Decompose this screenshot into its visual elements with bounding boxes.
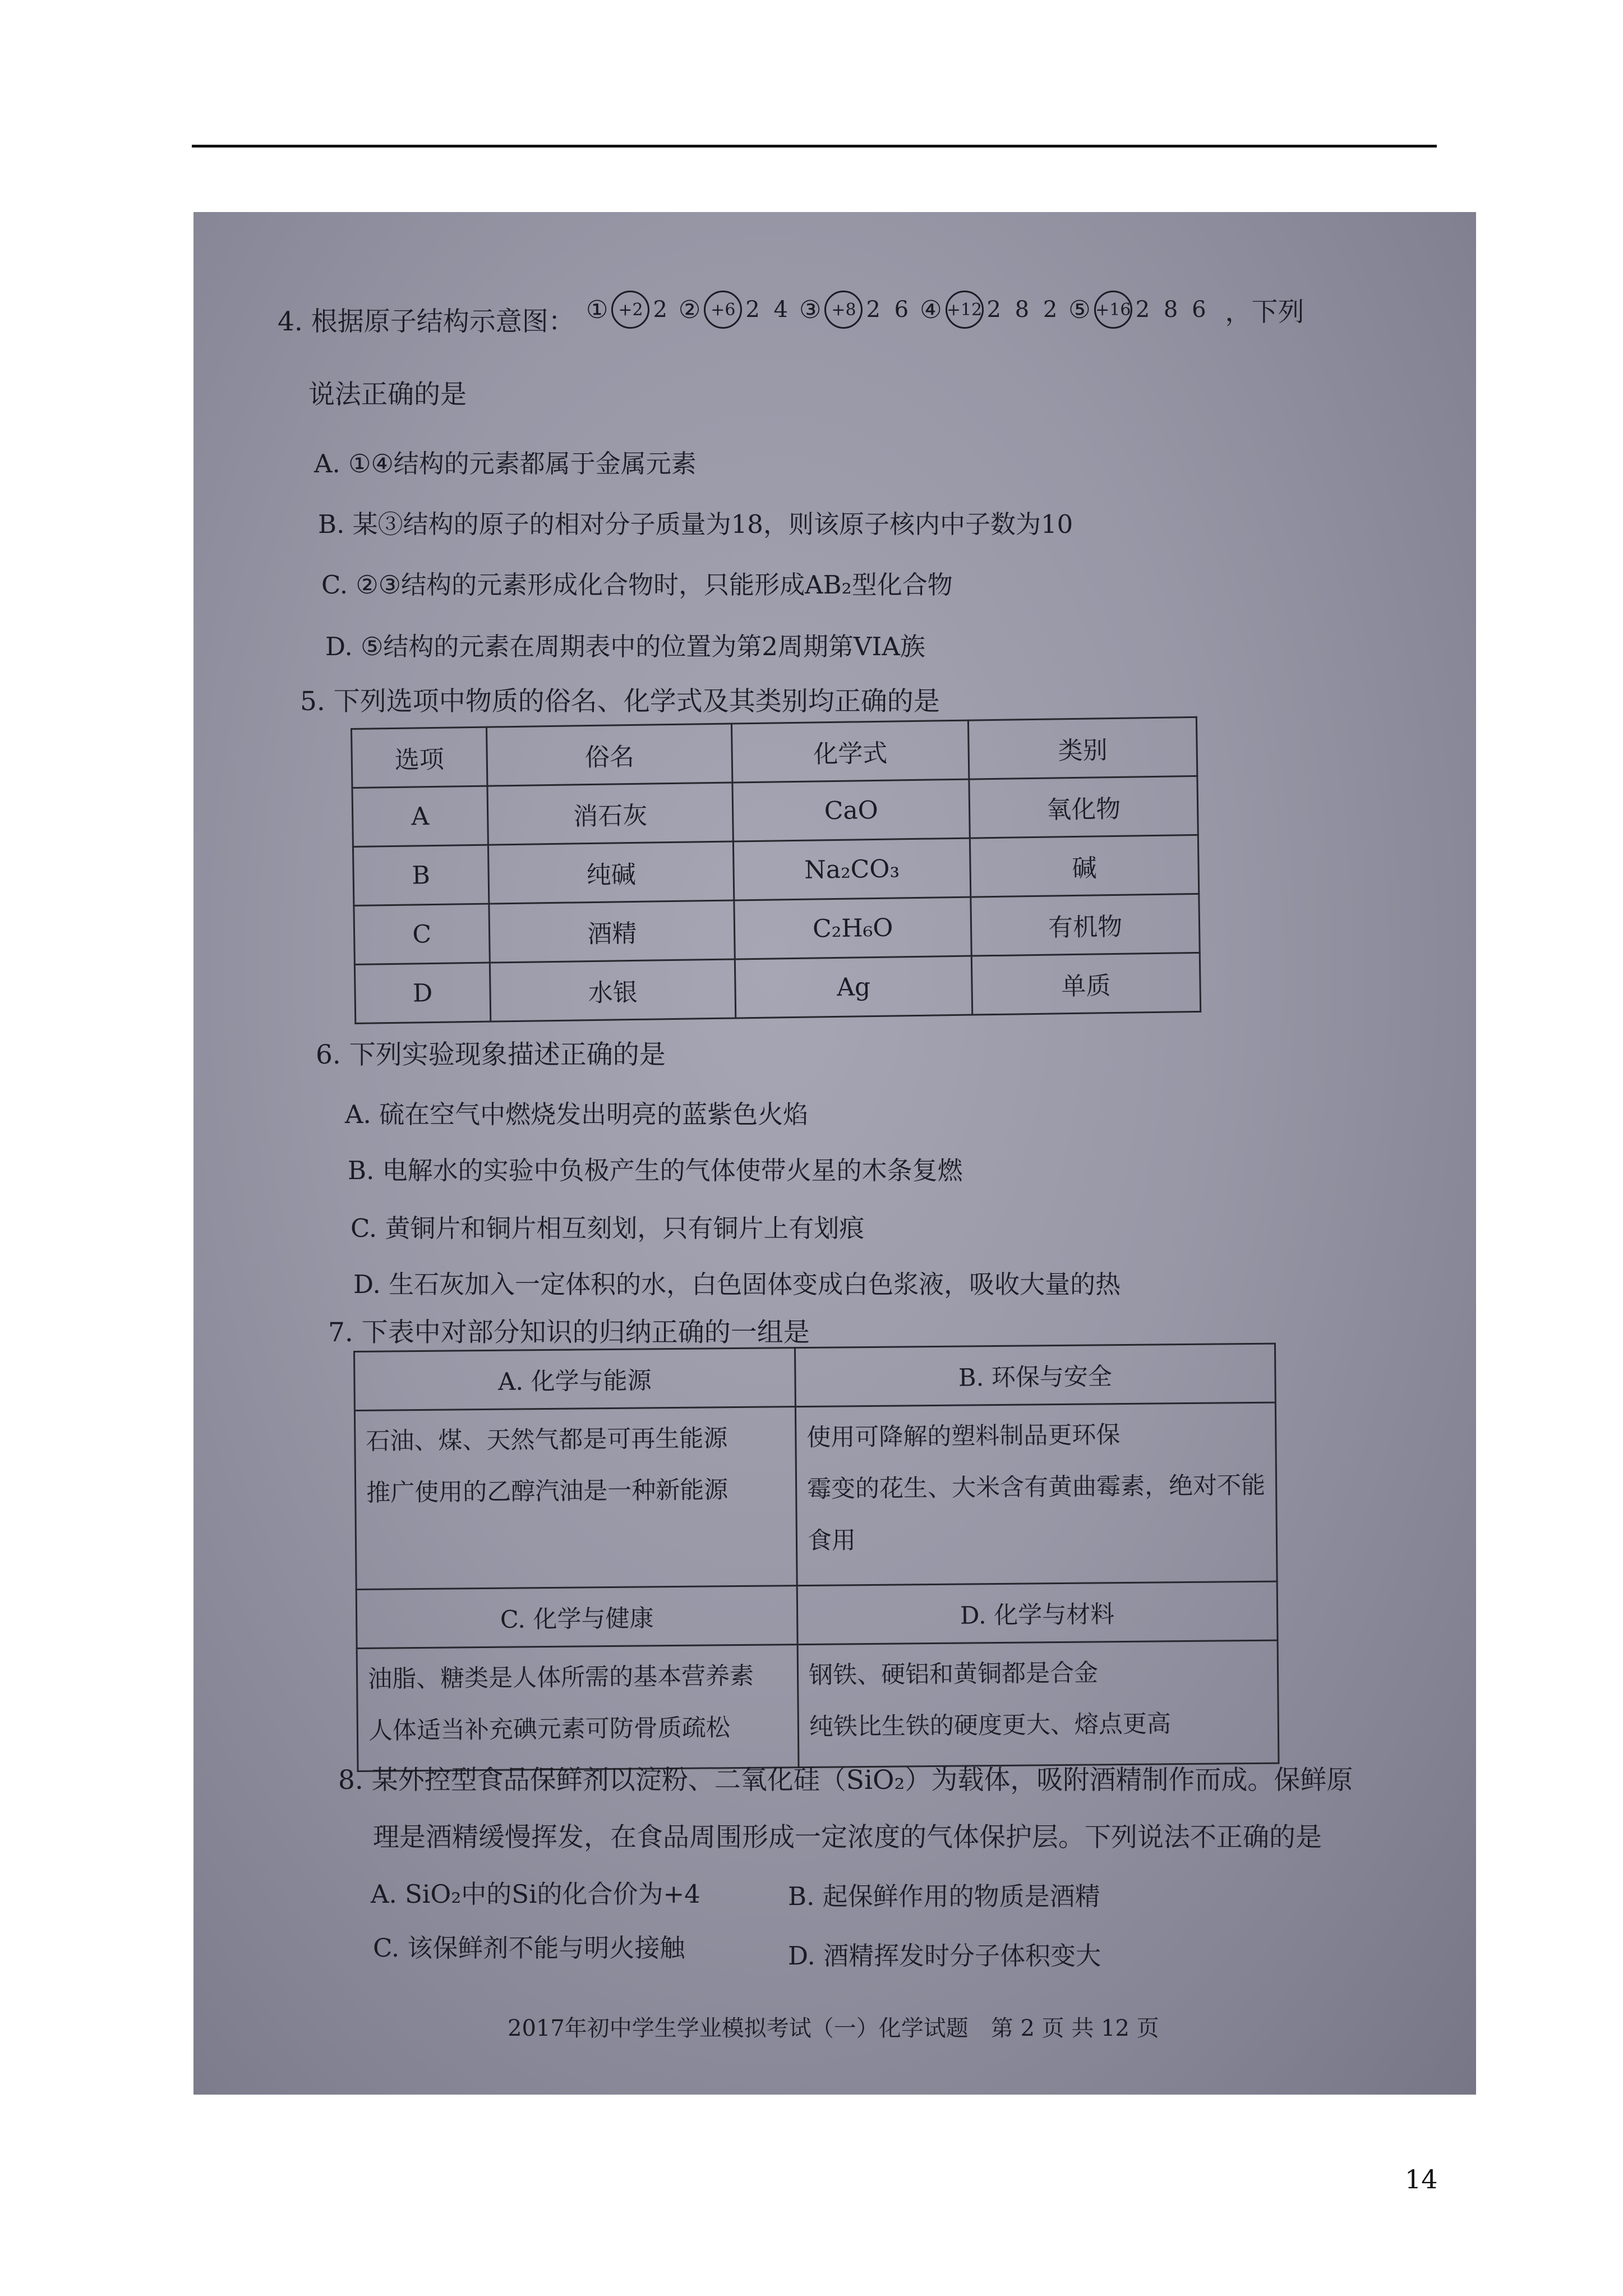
scanned-exam-photo (193, 212, 1476, 2095)
table-header-row (352, 717, 1197, 788)
q6-option-a: A. 硫在空气中燃烧发出明亮的蓝紫色火焰 (345, 1099, 809, 1129)
table-header-cell: 选项 (352, 727, 488, 788)
atom-3-shells: 2 6 (866, 297, 912, 323)
atom-2-nucleus: +6 (704, 291, 742, 329)
q4-option-d: D. ⑤结构的元素在周期表中的位置为第2周期第VIA族 (325, 632, 925, 661)
atom-2 (679, 291, 791, 329)
q7-cell-c-line: 人体适当补充碘元素可防骨质疏松 (368, 1714, 731, 1745)
q7-cell-a-line: 石油、煤、天然气都是可再生能源 (366, 1424, 728, 1456)
atom-3-number: ③ (799, 295, 822, 324)
table-row (354, 953, 1200, 1023)
atom-4-number: ④ (920, 295, 942, 324)
table-cell: 纯碱 (488, 841, 734, 904)
q8-option-b: B. 起保鲜作用的物质是酒精 (788, 1881, 1100, 1911)
q4-option-a: A. ①④结构的元素都属于金属元素 (314, 449, 697, 478)
table-row (354, 1402, 1277, 1589)
atom-1-shells: 2 (653, 297, 671, 323)
atom-1-number: ① (586, 295, 608, 324)
q4-stem-line2: 说法正确的是 (308, 379, 467, 410)
table-row (356, 1581, 1278, 1648)
atom-3-nucleus: +8 (824, 291, 863, 329)
q7-cell-a-title: A. 化学与能源 (354, 1348, 796, 1411)
table-header-cell: 俗名 (487, 724, 732, 786)
atom-5-nucleus: +16 (1094, 291, 1132, 329)
table-header-cell: 类别 (968, 717, 1197, 779)
q7-cell-a-line: 推广使用的乙醇汽油是一种新能源 (366, 1476, 728, 1507)
q6-option-b: B. 电解水的实验中负极产生的气体使带火星的木条复燃 (348, 1156, 963, 1185)
atom-1 (586, 291, 671, 329)
table-row (354, 894, 1200, 964)
table-cell: 有机物 (971, 894, 1200, 956)
q7-cell-d-body (797, 1640, 1279, 1767)
top-rule (192, 145, 1437, 148)
q7-table (353, 1343, 1279, 1772)
table-cell: B (353, 845, 489, 905)
q7-cell-b-line: 使用可降解的塑料制品更环保 (806, 1421, 1121, 1452)
q5-stem: 5. 下列选项中物质的俗名、化学式及其类别均正确的是 (300, 686, 940, 717)
q6-option-c: C. 黄铜片和铜片相互刻划，只有铜片上有划痕 (351, 1213, 865, 1243)
q7-cell-a-body (354, 1407, 797, 1590)
q8-option-d: D. 酒精挥发时分子体积变大 (788, 1941, 1101, 1971)
q4-option-c: C. ②③结构的元素形成化合物时，只能形成AB₂型化合物 (321, 570, 953, 600)
q6-stem: 6. 下列实验现象描述正确的是 (316, 1039, 666, 1070)
table-cell: 酒精 (489, 900, 735, 963)
atom-3 (799, 291, 912, 329)
atom-4-nucleus: +12 (946, 291, 984, 329)
q8-stem-line1: 8. 某外控型食品保鲜剂以淀粉、二氧化硅（SiO₂）为载体，吸附酒精制作而成。保鲜原 (338, 1765, 1353, 1796)
table-cell: C (354, 904, 490, 964)
exam-footer: 2017年初中学生学业模拟考试（一）化学试题 第 2 页 共 12 页 (508, 2016, 1159, 2041)
atom-5-shells: 2 8 6 (1135, 297, 1210, 323)
q8-option-a: A. SiO₂中的Si的化合价为+4 (371, 1879, 700, 1909)
atom-2-shells: 2 4 (745, 297, 791, 323)
q4-option-b: B. 某③结构的原子的相对分子质量为18，则该原子核内中子数为10 (318, 509, 1073, 539)
table-cell: 水银 (490, 959, 735, 1022)
table-cell: 单质 (971, 953, 1200, 1015)
table-row (353, 835, 1198, 905)
q8-stem-line2: 理是酒精缓慢挥发，在食品周围形成一定浓度的气体保护层。下列说法不正确的是 (373, 1822, 1322, 1853)
q7-cell-d-title: D. 化学与材料 (797, 1581, 1278, 1644)
table-cell: D (354, 963, 491, 1023)
table-row (357, 1640, 1279, 1771)
q6-option-d: D. 生石灰加入一定体积的水，白色固体变成白色浆液，吸收大量的热 (353, 1269, 1121, 1299)
q7-cell-b-line: 食用 (807, 1526, 856, 1555)
atom-4 (920, 291, 1061, 329)
q7-stem: 7. 下表中对部分知识的归纳正确的一组是 (328, 1317, 810, 1348)
table-cell: C₂H₆O (734, 897, 971, 959)
table-cell: 消石灰 (487, 783, 733, 845)
q7-cell-d-line: 纯铁比生铁的硬度更大、熔点更高 (809, 1710, 1172, 1741)
table-cell: Ag (735, 956, 972, 1018)
atom-5-number: ⑤ (1068, 295, 1091, 324)
q5-table (351, 716, 1201, 1024)
q7-cell-c-title: C. 化学与健康 (356, 1586, 797, 1649)
table-cell: CaO (732, 779, 970, 841)
table-cell: A (352, 786, 488, 846)
q7-cell-c-line: 油脂、糖类是人体所需的基本营养素 (367, 1662, 754, 1694)
q7-cell-b-body (795, 1402, 1277, 1585)
atom-1-nucleus: +2 (611, 291, 649, 329)
q7-cell-c-body (357, 1645, 799, 1772)
table-cell: 碱 (970, 835, 1198, 897)
atom-2-number: ② (678, 295, 701, 324)
atom-5 (1068, 291, 1209, 329)
table-row (354, 1343, 1276, 1410)
q7-cell-b-title: B. 环保与安全 (795, 1343, 1275, 1406)
page-number: 14 (1405, 2164, 1438, 2194)
q7-cell-b-line: 霉变的花生、大米含有黄曲霉素，绝对不能 (806, 1471, 1266, 1503)
table-header-cell: 化学式 (732, 720, 969, 783)
q4-stem-start: 4. 根据原子结构示意图： (278, 306, 575, 337)
q8-option-c: C. 该保鲜剂不能与明火接触 (373, 1933, 685, 1963)
q4-stem-end: ，下列 (1225, 296, 1304, 328)
table-cell: 氧化物 (969, 776, 1198, 838)
table-row (352, 776, 1198, 846)
q7-cell-d-line: 钢铁、硬铝和黄铜都是合金 (808, 1659, 1099, 1690)
atom-diagrams (586, 291, 1304, 329)
table-cell: Na₂CO₃ (734, 838, 971, 900)
atom-4-shells: 2 8 2 (986, 297, 1061, 323)
